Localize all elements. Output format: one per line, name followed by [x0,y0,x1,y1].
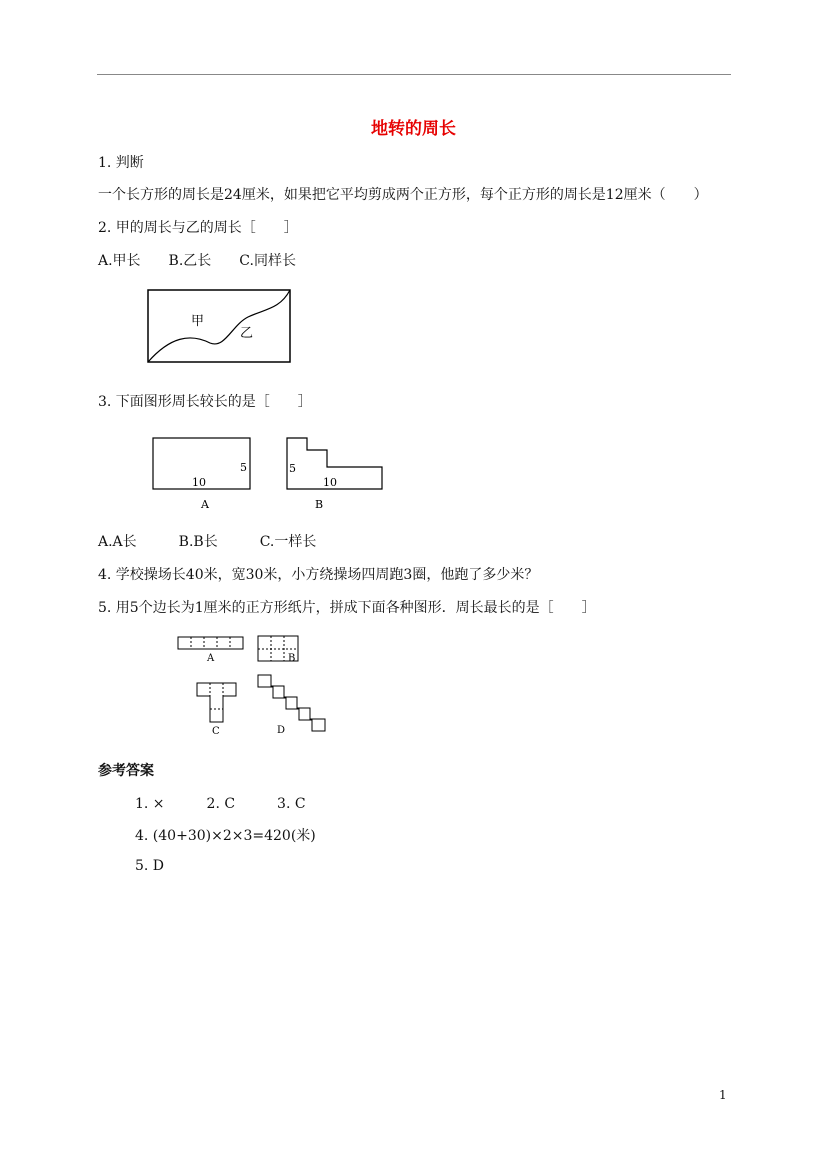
q3-text: 3. 下面图形周长较长的是［ ］ [98,394,312,410]
q2-rectangle [148,290,290,362]
header-rule [97,74,731,75]
q5-label-d: D [277,725,286,736]
q3-a-name: A [201,498,209,511]
page-number: 1 [719,1088,727,1102]
q3-b-width: 10 [323,476,337,489]
q2-label-yi: 乙 [240,326,254,341]
answer-1-3: 1. × 2. C 3. C [135,796,306,812]
q5-label-a: A [207,653,215,664]
q3-b-height: 5 [289,462,296,475]
q1-text: 一个长方形的周长是24厘米，如果把它平均剪成两个正方形，每个正方形的周长是12厘米（ ） [98,187,708,203]
answer-5: 5. D [135,858,165,874]
q2-text: 2. 甲的周长与乙的周长［ ］ [98,220,298,236]
q5-label-c: C [212,726,220,737]
q5-figure-c [197,683,236,722]
q3-b-name: B [315,498,324,511]
q1-heading: 1. 判断 [98,155,144,171]
q4-text: 4. 学校操场长40米，宽30米，小方绕操场四周跑3圈，他跑了多少米？ [98,567,539,583]
answers-heading: 参考答案 [98,763,154,779]
q2-label-jia: 甲 [191,314,205,329]
answer-4: 4. (40+30)×2×3=420(米) [135,828,316,844]
q2-curve [148,290,290,362]
q5-figures [170,630,340,745]
q2-figure [140,285,300,370]
q3-a-height: 5 [240,461,247,474]
q3-a-width: 10 [192,476,206,489]
q5-figure-d [258,675,325,731]
page-title: 地转的周长 [371,119,456,139]
q5-text: 5. 用5个边长为1厘米的正方形纸片，拼成下面各种图形．周长最长的是［ ］ [98,600,596,616]
q3-options: A.A长 B.B长 C.一样长 [98,534,317,550]
q5-figure-a [178,637,243,649]
q3-figures [145,430,395,515]
q2-options: A.甲长 B.乙长 C.同样长 [98,253,296,269]
q5-label-b: B [288,653,296,664]
